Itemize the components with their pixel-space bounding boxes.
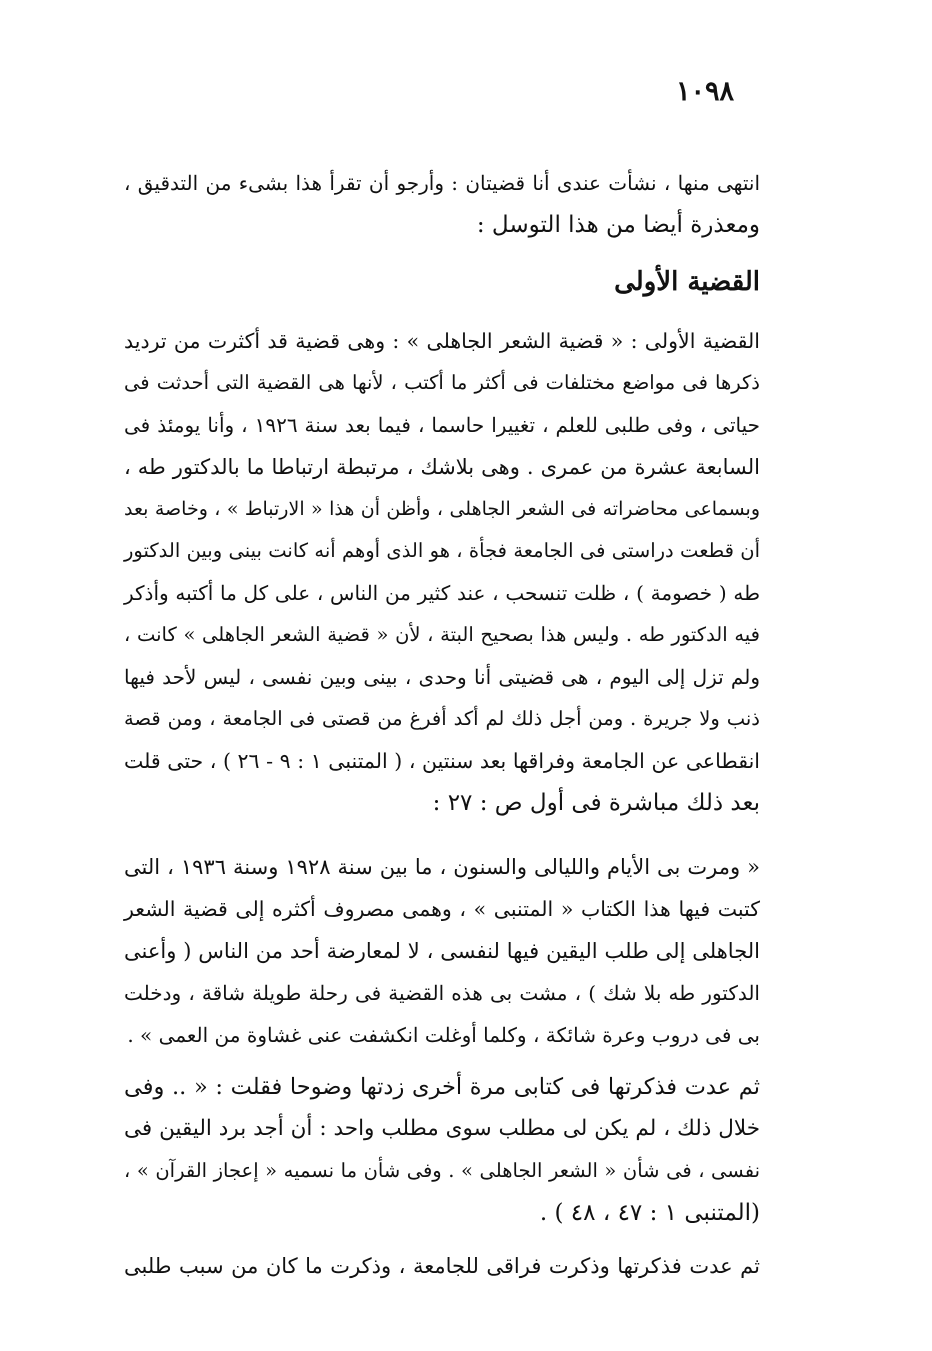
paragraph-first-issue (124, 320, 760, 824)
text-line: نفسى ، فى شأن « الشعر الجاهلى » . وفى شأن ما نسميه « إعجاز القرآن » ، (124, 1159, 760, 1182)
text-line: « ومرت بى الأيام والليالى والسنون ، ما بين سنة ١٩٢٨ وسنة ١٩٣٦ ، التى (124, 855, 761, 879)
text-line: ذكرها فى مواضع مختلفات فى أكثر ما أكتب ، لأنها هى القضية التى أحدثت فى (124, 371, 760, 394)
text-line: خلال ذلك ، لم يكن لى مطلب سوى مطلب واحد : أن أجد برد اليقين فى (124, 1116, 760, 1141)
text-line: ومعذرة أيضا من هذا التوسل : (476, 212, 760, 238)
page-number: ١٠٩٨ (676, 76, 735, 107)
text-line: بى فى دروب وعرة شائكة ، وكلما أوغلت انكشفت عنى غشاوة من العمى » . (127, 1023, 760, 1047)
text-line: ثم عدت فذكرتها فى كتابى مرة أخرى زدتها وضوحا فقلت : « .. وفى (124, 1074, 760, 1100)
text-line: الجاهلى إلى طلب اليقين فيها لنفسى ، لا لمعارضة أحد من الناس ( وأعنى (124, 939, 760, 963)
text-line: طه ( خصومة ) ، ظلت تنسحب ، عند كثير من الناس ، على كل ما أكتبه وأذكر (124, 581, 760, 605)
text-line: الدكتور طه بلا شك ) ، مشت بى هذه القضية فى رحلة طويلة شاقة ، ودخلت (124, 981, 760, 1005)
text-line: (المتنبى ١ : ٤٧ ، ٤٨ ) . (539, 1200, 760, 1226)
text-line: ثم عدت فذكرتها وذكرت فراقى للجامعة ، وذكرت ما كان من سبب طلبى (124, 1254, 760, 1278)
text-line: بعد ذلك مباشرة فى أول ص : ٢٧ : (432, 790, 760, 816)
text-line: انقطاعى عن الجامعة وفراقها بعد سنتين ، ( المتنبى ١ : ٩ - ٢٦ ) ، حتى قلت (124, 749, 760, 773)
intro-paragraph (124, 162, 760, 246)
paragraph-third-mention (124, 1245, 760, 1287)
text-line: السابعة عشرة من عمرى . وهى بلاشك ، مرتبطة ارتباطا ما بالدكتور طه ، (124, 455, 760, 479)
paragraph-second-mention (124, 1066, 760, 1234)
text-line: القضية الأولى : « قضية الشعر الجاهلى » : وهى قضية قد أكثرت من ترديد (124, 329, 760, 353)
text-line: كتبت فيها هذا الكتاب « المتنبى » ، وهمى مصروف أكثره إلى قضية الشعر (124, 897, 760, 921)
text-line: انتهى منها ، نشأت عندى أنا قضيتان : وأرجو أن تقرأ هذا بشىء من التدقيق ، (124, 171, 760, 195)
text-line: وبسماعى محاضراته فى الشعر الجاهلى ، وأظن أن هذا « الارتباط » ، وخاصة بعد (124, 498, 760, 520)
quotation-block (124, 846, 760, 1056)
text-line: أن قطعت دراستى فى الجامعة فجأة ، هو الذى أوهم أنه كانت بينى وبين الدكتور (124, 539, 760, 562)
section-heading: القضية الأولى (614, 267, 760, 297)
text-line: حياتى ، وفى طلبى للعلم ، تغييرا حاسما ، فيما بعد سنة ١٩٢٦ ، وأنا يومئذ فى (124, 413, 760, 437)
text-line: فيه الدكتور طه . وليس هذا بصحيح البتة ، لأن « قضية الشعر الجاهلى » كانت ، (124, 623, 760, 646)
text-line: ذنب ولا جريرة . ومن أجل ذلك لم أكد أفرغ من قصتى فى الجامعة ، ومن قصة (124, 707, 760, 730)
text-line: ولم تزل إلى اليوم ، هى قضيتى أنا وحدى ، بينى وبين نفسى ، ليس لأحد فيها (124, 665, 760, 689)
